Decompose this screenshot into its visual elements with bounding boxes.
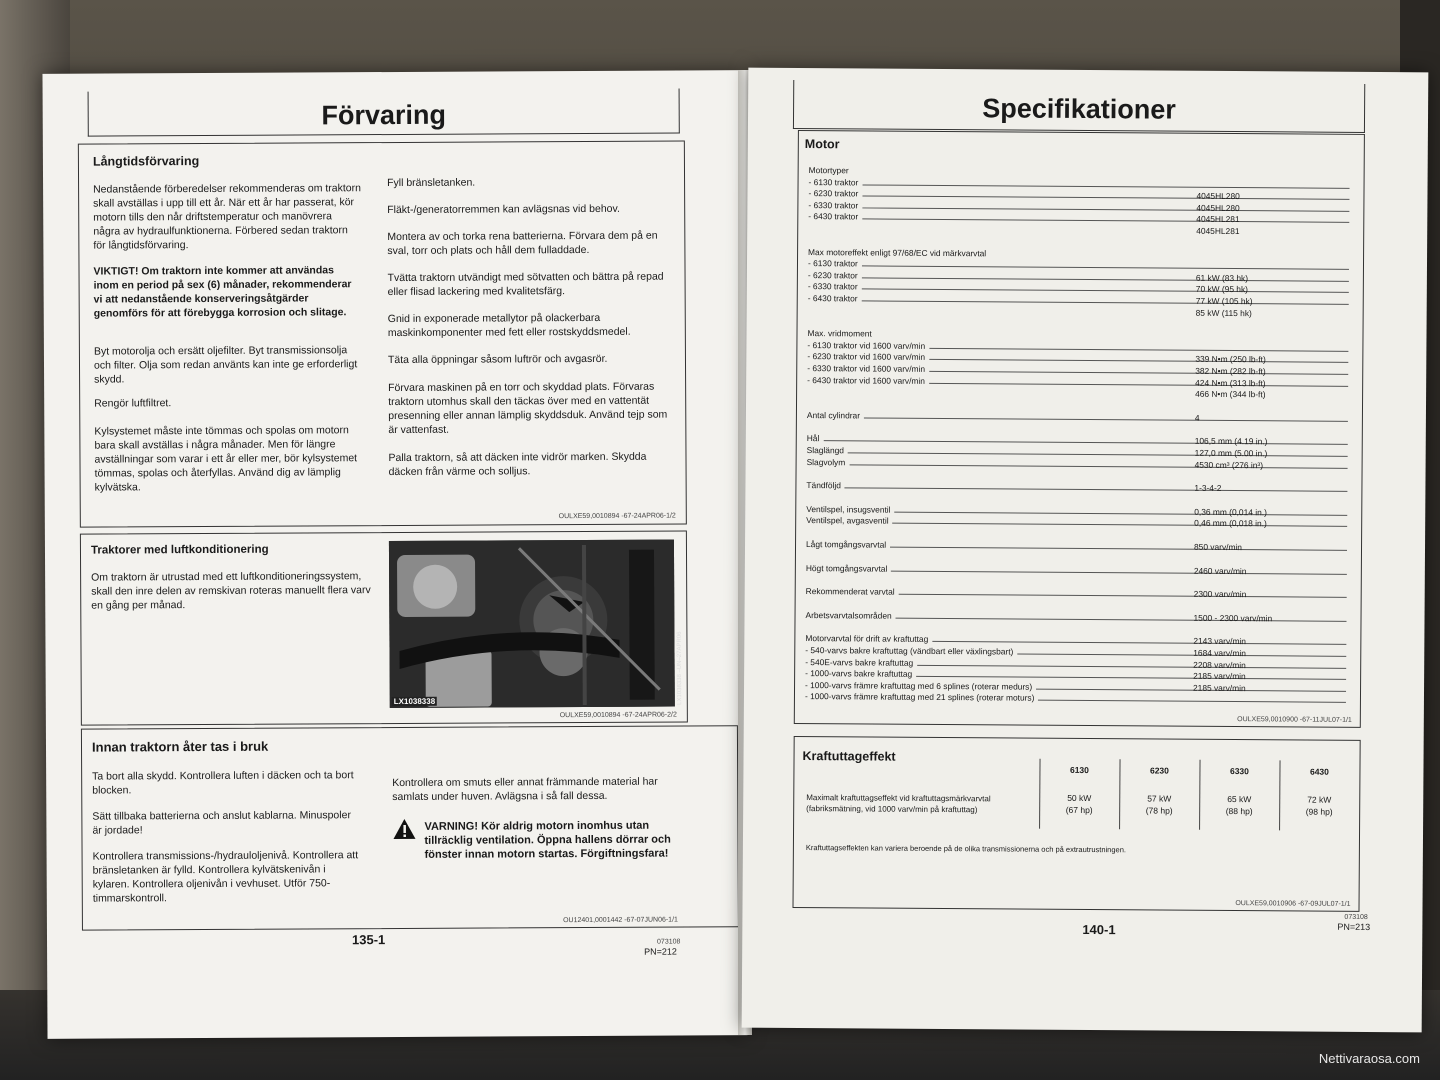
spec-value: 85 kW (115 hk) — [1195, 307, 1252, 318]
right-code: 073108 — [1344, 913, 1368, 921]
ac-section — [80, 530, 688, 725]
pto-model: 6430 — [1309, 766, 1329, 777]
spec-value: 466 N•m (344 lb-ft) — [1195, 388, 1266, 400]
storage-step-6: Täta alla öppningar såsom luftrör och avgasrör. — [387, 352, 608, 367]
return-para-1: Ta bort alla skydd. Kontrollera luften i däcken och ta bort blocken. — [92, 769, 354, 797]
pto-table — [1039, 759, 1360, 851]
spec-value: 2185 varv/min — [1193, 682, 1246, 693]
storage-step-7: Förvara maskinen på en torr och skyddad plats. Förvaras traktorn utomhus skall den täckas över med en vattentät presenning eller annan lämplig skyddsduk. Använd tejp som är vattenfast. — [388, 380, 668, 437]
left-code: 073108 — [657, 938, 681, 946]
spec-value: 424 N•m (313 lb-ft) — [1195, 377, 1266, 388]
spec-row — [806, 586, 1351, 601]
spec-value: 4045HL280 — [1196, 190, 1240, 202]
spec-leader-line — [929, 376, 1348, 387]
storage-section — [78, 140, 687, 527]
watermark-text: Nettivaraosa.com — [1318, 1051, 1420, 1066]
spec-leader-line — [891, 563, 1347, 574]
motor-section — [794, 130, 1365, 728]
spec-label: - 6230 traktor — [808, 188, 859, 199]
storage-step-5: Gnid in exponerade metallytor på olackerbara maskinkomponenter med fett eller rostskyddsmedel. — [387, 311, 631, 340]
spec-value: 4045HL280 — [1196, 202, 1240, 213]
spec-label: - 6330 traktor — [808, 199, 859, 211]
right-page — [742, 68, 1429, 1033]
spec-value: 4 — [1194, 412, 1200, 423]
spec-label: - 6430 traktor — [807, 293, 858, 304]
return-ref: OU12401,0001442 -67-07JUN06-1/1 — [563, 916, 678, 925]
viktigt-block — [93, 263, 361, 320]
spec-label: Ventilspel, avgasventil — [806, 515, 889, 527]
motor-spec-table — [805, 165, 1354, 714]
spec-row — [806, 563, 1351, 578]
spec-label: - 6130 traktor — [807, 258, 858, 269]
viktigt-label: VIKTIGT! — [93, 265, 139, 278]
spec-leader-line — [929, 341, 1348, 352]
spec-label: Slaglängd — [806, 445, 844, 456]
storage-heading: Långtidsförvaring — [92, 154, 200, 169]
spec-label: Rekommenderat varvtal — [805, 586, 895, 597]
warning-triangle-icon — [392, 818, 416, 840]
spec-leader-line — [864, 410, 1348, 421]
spec-value: 382 N•m (282 lb-ft) — [1195, 365, 1266, 377]
pto-kw: 65 kW — [1227, 793, 1252, 805]
spec-leader-line — [896, 610, 1347, 621]
return-para-3: Kontrollera transmissions-/hydrauloljenivå. Kontrollera att bränsletanken är fylld. Kontrollera kylvätskenivån i kylaren. Kontrollera oljenivån i vevhuset. Utför 750-timmarskontroll. — [92, 849, 359, 905]
spec-value: 1684 varv/min — [1193, 647, 1246, 659]
spec-value: 0,46 mm (0,018 in.) — [1194, 518, 1267, 529]
spec-value: 2143 varv/min — [1193, 636, 1247, 647]
pto-note: Kraftuttagseffekten kan variera beroende på de olika transmissionerna och på extrautrustningen. — [805, 843, 1127, 855]
spec-value: 70 kW (95 hk) — [1195, 284, 1248, 295]
spec-leader-line — [899, 587, 1347, 598]
spec-label: - 6230 traktor — [807, 269, 858, 281]
pto-section — [792, 736, 1360, 912]
spec-leader-line — [917, 657, 1346, 668]
storage-step-1: Fyll bränsletanken. — [387, 176, 476, 190]
spec-label: Hål — [806, 433, 820, 444]
pto-model: 6230 — [1149, 765, 1169, 776]
left-pn: PN=212 — [644, 946, 677, 957]
spec-label: - 1000-varvs främre kraftuttag med 6 splines (roterar medurs) — [805, 679, 1033, 692]
left-page — [42, 70, 747, 1039]
spec-label: - 6230 traktor vid 1600 varv/min — [807, 351, 926, 363]
pto-model: 6330 — [1229, 766, 1249, 777]
spec-label: - 540-varvs bakre kraftuttag (vändbart eller växlingsbart) — [805, 645, 1014, 657]
spec-leader-line — [932, 634, 1346, 645]
spec-value: 4045HL281 — [1196, 214, 1240, 225]
motor-ref: OULXE59,0010900 -67-11JUL07-1/1 — [1237, 716, 1352, 724]
pto-kw: 57 kW — [1147, 793, 1172, 804]
spec-value: 0,36 mm (0,014 in.) — [1194, 506, 1267, 518]
spec-label: Tändföljd — [806, 480, 841, 491]
pto-hp: (98 hp) — [1305, 806, 1333, 817]
viktigt-text: Om traktorn inte kommer att användas inom en period på sex (6) månader, rekommenderar vi att nedanstående konserveringsåtgärder genomförs för att förebygga korrosion och slitage. — [93, 264, 352, 320]
ac-text: Om traktorn är utrustad med ett luftkonditioneringssystem, skall den inre delen av remskivan roteras manuellt flera varv en gång per månad. — [91, 570, 371, 612]
spec-row — [805, 610, 1350, 625]
pto-kw: 50 kW — [1067, 792, 1092, 804]
pto-model: 6130 — [1069, 764, 1089, 776]
spec-row — [806, 539, 1351, 554]
spec-leader-line — [845, 481, 1348, 493]
spec-value: 339 N•m (250 lb-ft) — [1195, 354, 1266, 365]
right-page-title: Specifikationer — [982, 93, 1176, 125]
left-page-title: Förvaring — [321, 99, 447, 131]
storage-step-4: Tvätta traktorn utvändigt med sötvatten och bättra på repad eller flisad lackering med kvalitetsfärg. — [387, 270, 664, 299]
spec-value: 4045HL281 — [1196, 225, 1240, 237]
return-heading: Innan traktorn åter tas i bruk — [91, 738, 269, 755]
return-warning: VARNING! Kör aldrig motorn inomhus utan tillräcklig ventilation. Öppna hallens dörrar och fönster innan motorn startas. Förgiftningsfara! — [424, 819, 671, 861]
spec-value: 1-3-4-2 — [1194, 482, 1222, 494]
spec-value: 61 kW (83 hk) — [1195, 272, 1249, 283]
spec-label: - 6330 traktor — [807, 281, 858, 292]
right-pn: PN=213 — [1337, 921, 1371, 932]
spec-leader-line — [1038, 693, 1346, 703]
engine-photo-graphic — [389, 540, 675, 708]
storage-para-3: Rengör luftfiltret. — [94, 397, 172, 410]
spec-label: Högt tomgångsvarvtal — [805, 562, 888, 574]
spec-row — [807, 410, 1352, 425]
storage-para-1: Nedanstående förberedelser rekommenderas om traktorn skall avställas i upp till ett år. När ett år har passerat, kör motorn tills den når driftstemperatur och manövrera några av hydraulfunktionerna. Förbered sedan traktorn för långtidsförvaring. — [93, 182, 362, 252]
spec-value: 2300 varv/min — [1193, 588, 1247, 600]
spec-value: 850 varv/min — [1193, 541, 1243, 553]
spec-label: Ventilspel, insugsventil — [806, 503, 891, 515]
spec-leader-line — [929, 352, 1348, 363]
pto-row-label: Maximalt kraftuttagseffekt vid kraftuttagsmärkvarvtal (fabriksmätning, vid 1000 varv/min på kraftuttag) — [806, 793, 991, 815]
right-title-box — [793, 80, 1365, 133]
pto-heading: Kraftuttageffekt — [802, 749, 896, 764]
storage-step-2: Fläkt-/generatorremmen kan avlägsnas vid behov. — [387, 202, 620, 217]
pto-hp: (88 hp) — [1225, 805, 1253, 817]
storage-para-2: Byt motorolja och ersätt oljefilter. Byt transmissionsolja och filter. Olja som redan använts kan inte ge erforderligt skydd. — [93, 344, 358, 386]
return-section — [81, 725, 739, 930]
right-page-number: 140-1 — [1082, 921, 1116, 938]
pto-ref: OULXE59,0010906 -67-09JUL07-1/1 — [1235, 900, 1351, 908]
spec-label: Motortyper — [808, 165, 849, 176]
pto-hp: (78 hp) — [1145, 805, 1173, 816]
spec-label: Slagvolym — [806, 456, 846, 467]
storage-step-8: Palla traktorn, så att däcken inte vidrör marken. Skydda däcken från värme och solljus. — [388, 450, 647, 479]
left-page-number: 135-1 — [351, 932, 386, 948]
left-title-box — [88, 89, 680, 137]
spec-value: 4530 cm³ (276 in³) — [1194, 459, 1264, 470]
return-para-2: Sätt tillbaka batterierna och anslut kablarna. Minuspoler är jordade! — [92, 809, 351, 837]
spec-label: - 6430 traktor — [808, 211, 859, 222]
spec-leader-line — [1017, 647, 1346, 657]
spec-value: 2208 varv/min — [1193, 659, 1246, 670]
spec-label: - 6330 traktor vid 1600 varv/min — [807, 363, 926, 374]
motor-heading: Motor — [804, 137, 840, 152]
storage-step-3: Montera av och torka rena batterierna. Förvara dem på en sval, torr och plats och håll dem fulladdade. — [387, 229, 658, 258]
spec-label: Max. vridmoment — [807, 328, 872, 339]
spec-label: - 540E-varvs bakre kraftuttag — [805, 656, 914, 668]
photo-side-label: LX1038338 –UN–27APR06 — [676, 631, 683, 705]
storage-para-4: Kylsystemet måste inte tömmas och spolas om motorn bara skall avställas i några månader. Men för längre avställningar som varar i ett år eller mer, bör kylsystemet tömmas, spolas och återfyllas. Använd dig av lämplig kylvätska. — [94, 424, 358, 494]
ac-ref: OULXE59,0010894 -67-24APR06-2/2 — [559, 711, 677, 720]
spec-value: 2185 varv/min — [1193, 670, 1246, 682]
spec-label: Arbetsvarvtalsområden — [805, 609, 892, 621]
storage-ref: OULXE59,0010894 -67-24APR06-1/2 — [558, 512, 676, 521]
spec-value: 77 kW (105 hk) — [1195, 295, 1253, 307]
spec-label: Max motoreffekt enligt 97/68/EC vid märkvarvtal — [808, 246, 987, 258]
spec-label: - 6130 traktor — [808, 176, 859, 188]
photo-label: LX1038338 — [393, 696, 436, 707]
spec-leader-line — [823, 434, 1347, 446]
spec-value: 2460 varv/min — [1193, 565, 1247, 576]
spec-value: 127,0 mm (5.00 in.) — [1194, 447, 1268, 459]
spec-leader-line — [1036, 681, 1346, 691]
ac-pulley-photo — [389, 540, 683, 708]
pto-kw: 72 kW — [1307, 794, 1332, 805]
spec-row — [806, 480, 1351, 495]
spec-leader-line — [929, 364, 1348, 375]
spec-label: - 1000-varvs bakre kraftuttag — [805, 668, 913, 679]
spec-label: Antal cylindrar — [806, 409, 861, 421]
spec-leader-line — [916, 669, 1346, 680]
spec-label: - 6130 traktor vid 1600 varv/min — [807, 339, 926, 351]
spec-value: 1500 - 2300 varv/min — [1193, 612, 1273, 624]
return-col2: Kontrollera om smuts eller annat främmande material har samlats under huven. Avlägsna i så fall dessa. — [392, 775, 658, 804]
spec-leader-line — [895, 504, 1348, 515]
ac-heading: Traktorer med luftkonditionering — [90, 543, 269, 557]
spec-value: 106,5 mm (4.19 in.) — [1194, 436, 1268, 447]
pto-hp: (67 hp) — [1065, 804, 1093, 816]
spec-label: Lågt tomgångsvarvtal — [805, 539, 887, 550]
spec-label: - 6430 traktor vid 1600 varv/min — [807, 374, 925, 386]
spec-label: - 1000-varvs främre kraftuttag med 21 splines (roterar moturs) — [804, 691, 1035, 704]
spec-label: Motorvarvtal för drift av kraftuttag — [805, 633, 929, 645]
spec-leader-line — [890, 540, 1347, 551]
